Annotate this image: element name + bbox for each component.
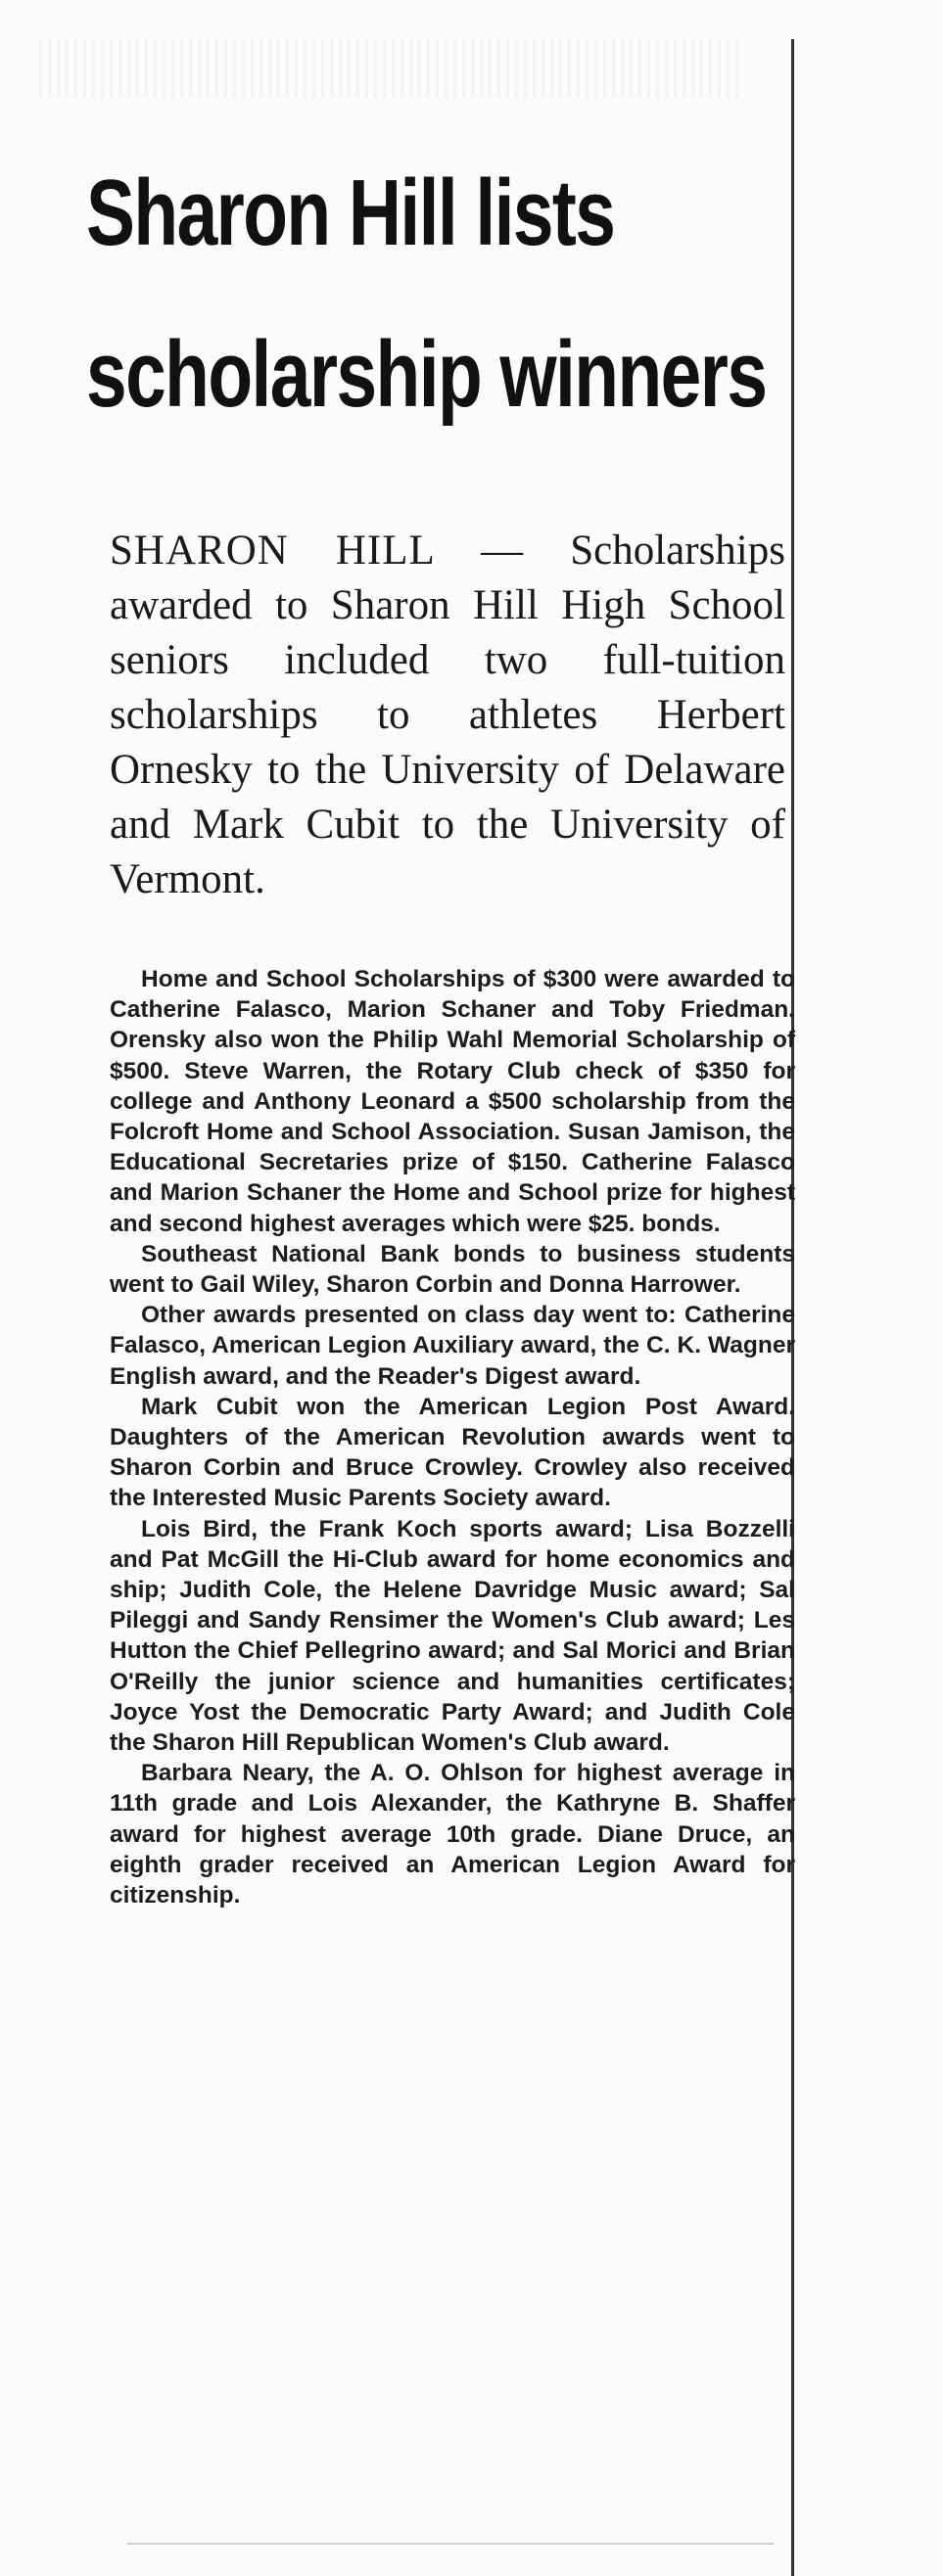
headline <box>86 132 789 455</box>
article-body <box>110 964 795 1910</box>
body-paragraph-5: Lois Bird, the Frank Koch sports award; Lisa Bozzelli and Pat McGill the Hi-Club award for home economics and ship; Judith Cole, the Helene Davridge Music award; Sal Pileggi and Sandy Rensimer the Women's Club award; Les Hutton the Chief Pellegrino award; and Sal Morici and Brian O'Reilly the junior science and humanities certificates; Joyce Yost the Democratic Party Award; and Judith Cole the Sharon Hill Republican Women's Club award. <box>110 1515 795 1757</box>
bottom-divider <box>127 2543 774 2545</box>
headline-line-1: Sharon Hill lists <box>86 161 615 265</box>
lead-paragraph <box>110 524 785 907</box>
headline-line-2: scholarship winners <box>86 322 767 427</box>
body-paragraph-6: Barbara Neary, the A. O. Ohlson for highest average in 11th grade and Lois Alexander, the Kathryne B. Shaffer award for highest average 10th grade. Diane Druce, an eighth grader received an American Legion Award for citizenship. <box>110 1760 795 1909</box>
body-paragraph-4: Mark Cubit won the American Legion Post Award. Daughters of the American Revolution awards went to Sharon Corbin and Bruce Crowley. Crowley also received the Interested Music Parents Society award. <box>110 1393 795 1512</box>
body-paragraph-2: Southeast National Bank bonds to business students went to Gail Wiley, Sharon Corbin and Donna Harrower. <box>110 1240 795 1299</box>
dateline: SHARON HILL — <box>110 528 525 574</box>
lead-text: Scholarships awarded to Sharon Hill High School seniors included two full-tuition scholarships to athletes Herbert Ornesky to the University of Delaware and Mark Cubit to the University of Vermont. <box>110 528 785 902</box>
body-paragraph-1: Home and School Scholarships of $300 were awarded to Catherine Falasco, Marion Schaner and Toby Friedman. Orensky also won the Philip Wahl Memorial Scholarship of $500. Steve Warren, the Rotary Club check of $350 for college and Anthony Leonard a $500 scholarship from the Folcroft Home and School Association. Susan Jamison, the Educational Secretaries prize of $150. Catherine Falasco and Marion Schaner the Home and School prize for highest and second highest averages which were $25. bonds. <box>110 966 795 1237</box>
body-paragraph-3: Other awards presented on class day went to: Catherine Falasco, American Legion Auxiliary award, the C. K. Wagner English award, and the Reader's Digest award. <box>110 1302 795 1390</box>
